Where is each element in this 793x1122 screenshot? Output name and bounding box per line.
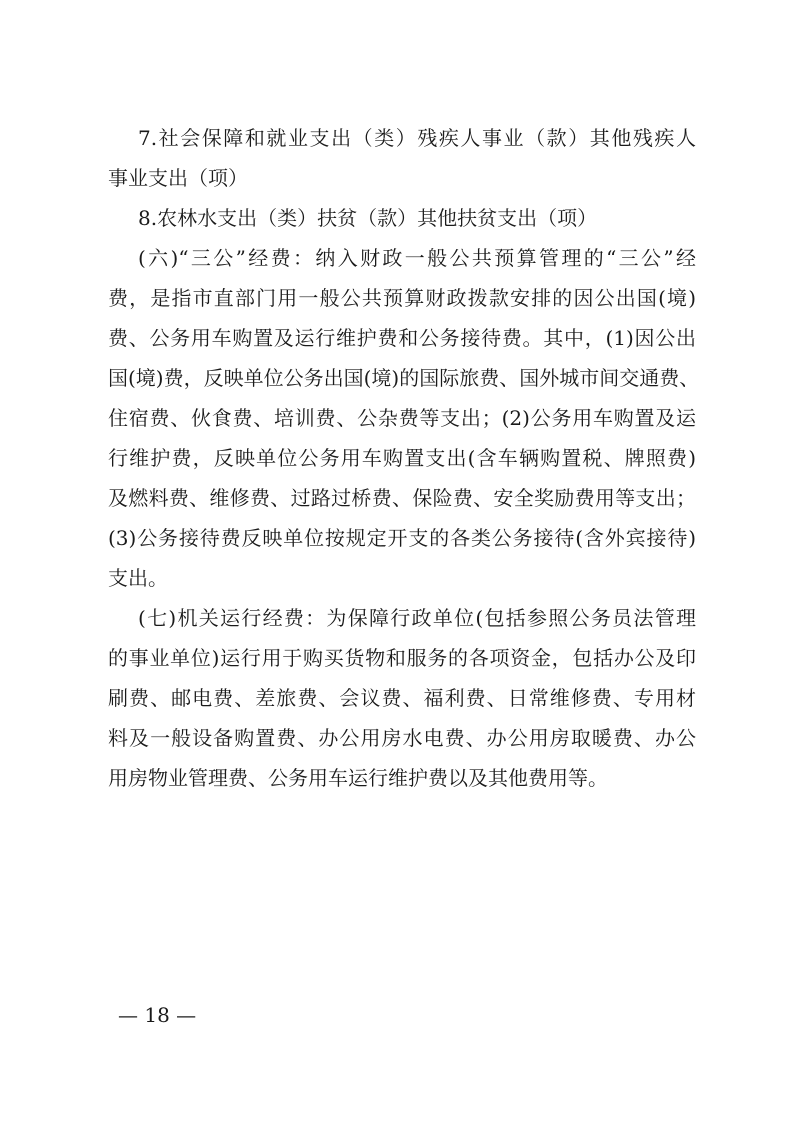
section-6-line-7: 及燃料费、维修费、过路过桥费、保险费、安全奖励费用等支出； <box>108 486 696 510</box>
section-7-line-3: 刷费、邮电费、差旅费、会议费、福利费、日常维修费、专用材 <box>108 686 696 710</box>
section-6-line-8: (3)公务接待费反映单位按规定开支的各类公务接待(含外宾接待) <box>108 526 696 550</box>
section-6-line-3: 费、公务用车购置及运行维护费和公务接待费。其中，(1)因公出 <box>108 326 696 350</box>
section-7-line-1: (七)机关运行经费：为保障行政单位(包括参照公务员法管理 <box>138 606 696 630</box>
section-6-line-4: 国(境)费，反映单位公务出国(境)的国际旅费、国外城市间交通费、 <box>108 366 700 390</box>
section-7-line-4: 料及一般设备购置费、办公用房水电费、办公用房取暖费、办公 <box>108 726 696 750</box>
section-6-line-2: 费，是指市直部门用一般公共预算财政拨款安排的因公出国(境) <box>108 286 696 310</box>
section-6-line-1: (六)“三公”经费：纳入财政一般公共预算管理的“三公”经 <box>138 246 696 270</box>
section-6-line-5: 住宿费、伙食费、培训费、公杂费等支出；(2)公务用车购置及运 <box>108 406 696 430</box>
section-6-line-9: 支出。 <box>108 566 168 590</box>
section-7-line-5: 用房物业管理费、公务用车运行维护费以及其他费用等。 <box>108 766 608 790</box>
paragraph-7-line-2: 事业支出（项） <box>108 166 248 190</box>
page-number: — 18 — <box>118 1003 197 1027</box>
paragraph-8-line-1: 8.农林水支出（类）扶贫（款）其他扶贫支出（项） <box>138 206 598 230</box>
section-7-line-2: 的事业单位)运行用于购买货物和服务的各项资金，包括办公及印 <box>108 646 696 670</box>
section-6-line-6: 行维护费，反映单位公务用车购置支出(含车辆购置税、牌照费) <box>108 446 696 470</box>
paragraph-7-line-1: 7.社会保障和就业支出（类）残疾人事业（款）其他残疾人 <box>138 126 696 150</box>
